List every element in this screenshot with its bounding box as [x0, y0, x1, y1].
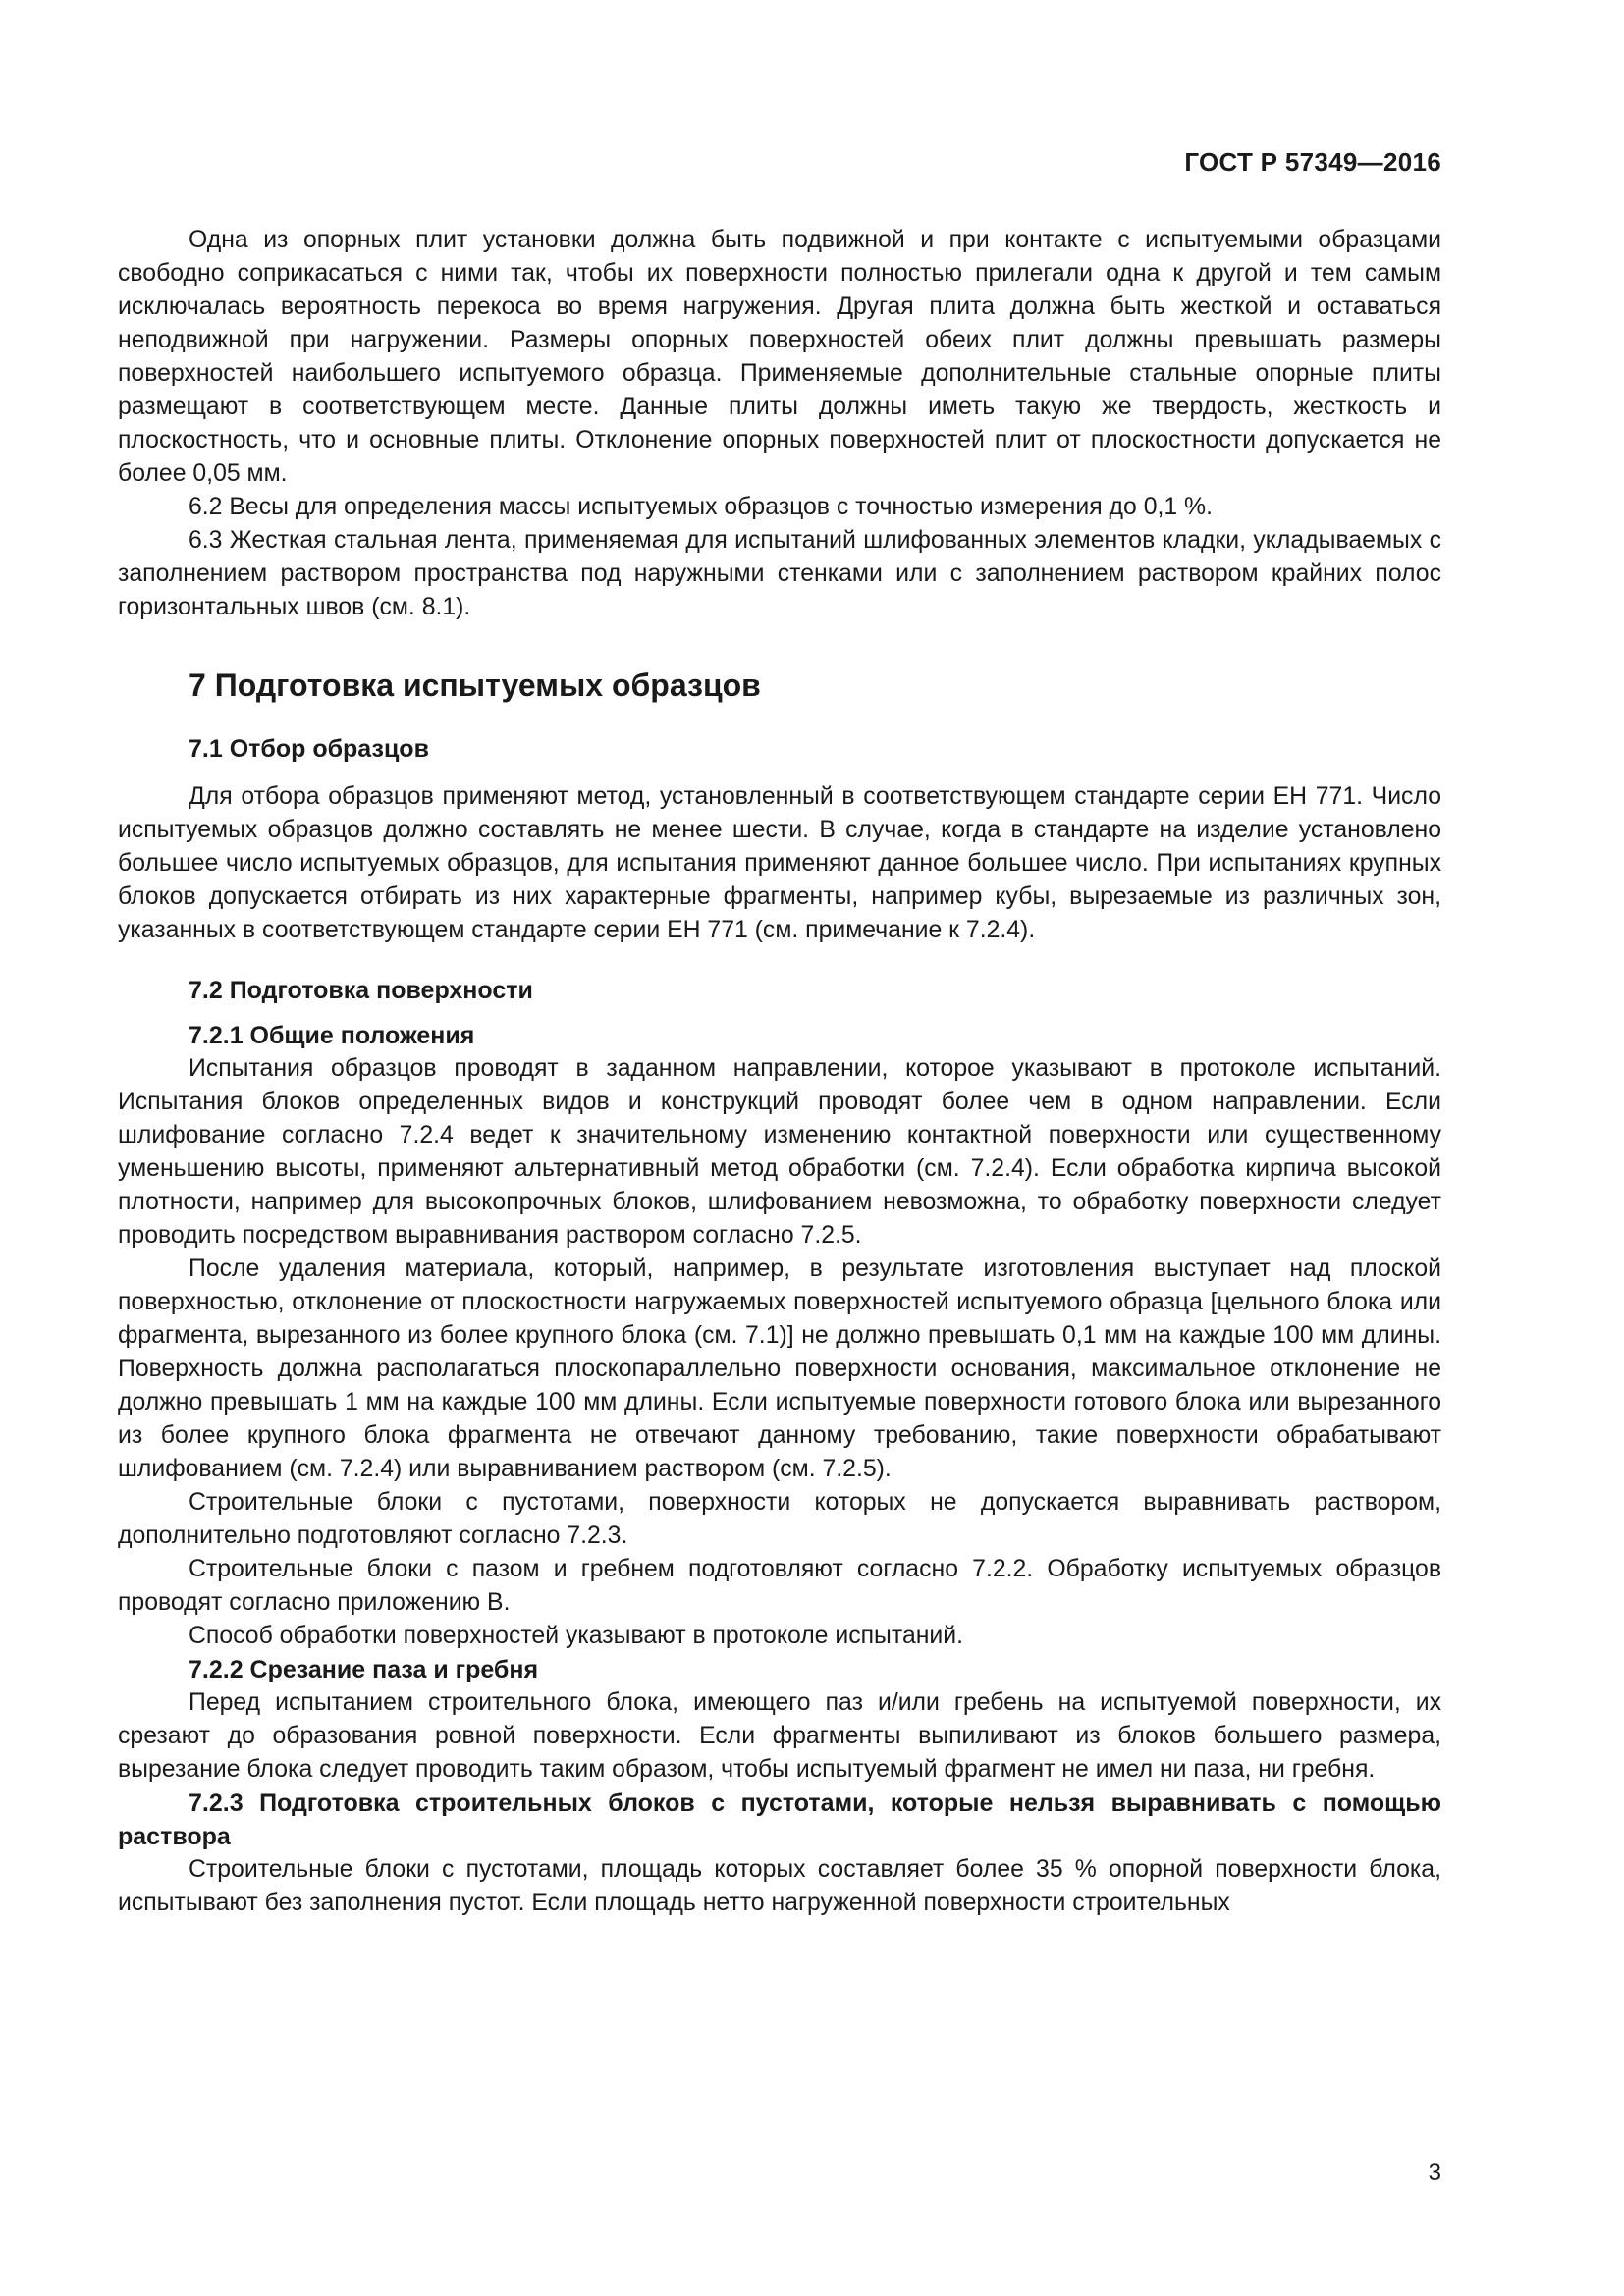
paragraph-7-2-1-e: Способ обработки поверхностей указывают в протоколе испытаний. — [189, 1623, 964, 1649]
page-content — [118, 224, 1441, 1920]
paragraph-7-2-1-b: После удаления материала, который, например, в результате изготовления выступает над плоской поверхностью, отклонение от плоскостности нагружаемых поверхностей испытуемого образца [цельного блока или фрагмента, вырезанного из более крупного блока (см. 7.1)] не должно превышать 0,1 мм на каждые 100 мм длины. Поверхность должна располагаться плоскопараллельно поверхности основания, максимальное отклонение не должно превышать 1 мм на каждые 100 мм длины. Если испытуемые поверхности готового блока или вырезанного из более крупного блока фрагмента не отвечают данному требованию, такие поверхности обрабатывают шлифованием (см. 7.2.4) или выравниванием раствором (см. 7.2.5). — [118, 1255, 1441, 1482]
subsection-7-1-heading: 7.1 Отбор образцов — [189, 735, 429, 763]
document-code-header: ГОСТ Р 57349—2016 — [1184, 147, 1441, 177]
paragraph-6-3: 6.3 Жесткая стальная лента, применяемая для испытаний шлифованных элементов кладки, укладываемых с заполнением раствором пространства под наружными стенками или с заполнением раствором крайних полос горизонтальных швов (см. 8.1). — [118, 527, 1441, 620]
paragraph-6-1-continued: Одна из опорных плит установки должна быть подвижной и при контакте с испытуемыми образцами свободно соприкасаться с ними так, чтобы их поверхности полностью прилегали одна к другой и тем самым исключалась вероятность перекоса во время нагружения. Другая плита должна быть жесткой и оставаться неподвижной при нагружении. Размеры опорных поверхностей обеих плит должны превышать размеры поверхностей наибольшего испытуемого образца. Применяемые дополнительные стальные опорные плиты размещают в соответствующем месте. Данные плиты должны иметь такую же твердость, жесткость и плоскостность, что и основные плиты. Отклонение опорных поверхностей плит от плоскостности допускается не более 0,05 мм. — [118, 227, 1441, 487]
subsection-7-2-3-heading: 7.2.3 Подготовка строительных блоков с пустотами, которые нельзя выравнивать с помощью раствора — [118, 1789, 1441, 1850]
paragraph-7-2-2: Перед испытанием строительного блока, имеющего паз и/или гребень на испытуемой поверхности, их срезают до образования ровной поверхности. Если фрагменты выпиливают из блоков большего размера, вырезание блока следует проводить таким образом, чтобы испытуемый фрагмент не имел ни паза, ни гребня. — [118, 1689, 1441, 1783]
page-number: 3 — [1428, 2160, 1441, 2186]
paragraph-6-2: 6.2 Весы для определения массы испытуемых образцов с точностью измерения до 0,1 %. — [189, 494, 1213, 520]
paragraph-7-2-3: Строительные блоки с пустотами, площадь которых составляет более 35 % опорной поверхности блока, испытывают без заполнения пустот. Если площадь нетто нагруженной поверхности строительных — [118, 1856, 1441, 1916]
subsection-7-2-2-heading: 7.2.2 Срезание паза и гребня — [189, 1656, 539, 1683]
paragraph-7-2-1-a: Испытания образцов проводят в заданном направлении, которое указывают в протоколе испытаний. Испытания блоков определенных видов и конструкций проводят более чем в одном направлении. Если шлифование согласно 7.2.4 ведет к значительному изменению контактной поверхности или существенному уменьшению высоты, применяют альтернативный метод обработки (см. 7.2.4). Если обработка кирпича высокой плотности, например для высокопрочных блоков, шлифованием невозможна, то обработку поверхности следует проводить посредством выравнивания раствором согласно 7.2.5. — [118, 1055, 1441, 1249]
paragraph-7-2-1-c: Строительные блоки с пустотами, поверхности которых не допускается выравнивать раствором, дополнительно подготовляют согласно 7.2.3. — [118, 1489, 1441, 1549]
paragraph-7-1: Для отбора образцов применяют метод, установленный в соответствующем стандарте серии ЕН 771. Число испытуемых образцов должно составлять не менее шести. В случае, когда в стандарте на изделие установлено большее число испытуемых образцов, для испытания применяют данное большее число. При испытаниях крупных блоков допускается отбирать из них характерные фрагменты, например кубы, вырезаемые из различных зон, указанных в соответствующем стандарте серии ЕН 771 (см. примечание к 7.2.4). — [118, 783, 1441, 943]
subsection-7-2-heading: 7.2 Подготовка поверхности — [189, 977, 533, 1004]
subsection-7-2-1-heading: 7.2.1 Общие положения — [189, 1022, 475, 1049]
paragraph-7-2-1-d: Строительные блоки с пазом и гребнем подготовляют согласно 7.2.2. Обработку испытуемых образцов проводят согласно приложению В. — [118, 1556, 1441, 1616]
section-7-heading: 7 Подготовка испытуемых образцов — [189, 667, 761, 703]
